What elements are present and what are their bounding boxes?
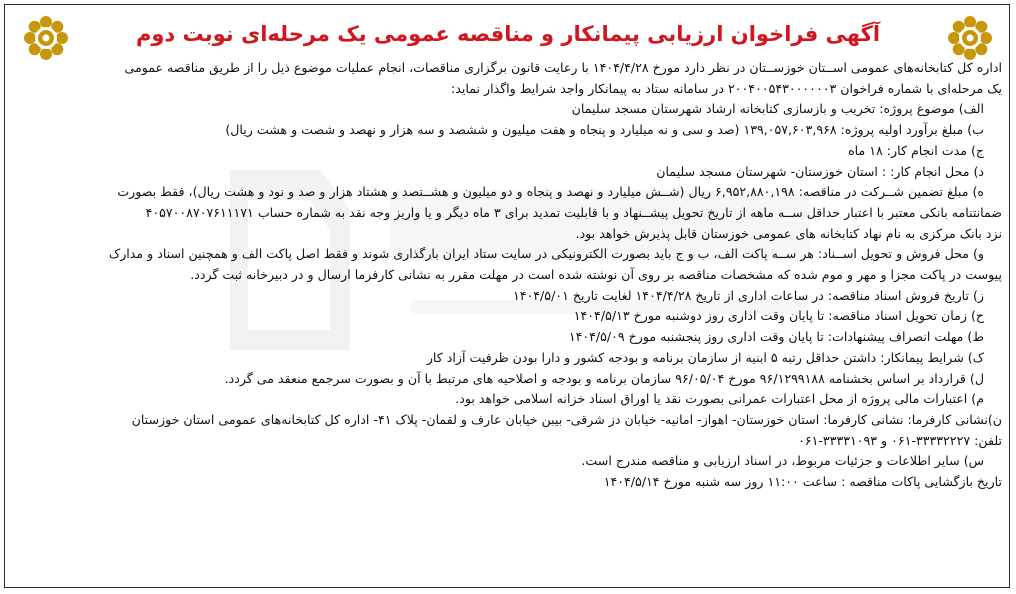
flower-ornament-icon	[22, 14, 70, 62]
item-guarantee-line: نزد بانک مرکزی به نام نهاد کتابخانه های عمومی خوزستان قابل پذیرش خواهد بود.	[575, 225, 1002, 241]
item-documents-line: پیوست در پاکت مجزا و مهر و موم شده که مشخصات مناقصه بر روی آن نوشته شده است در مهلت مقرر به نشانی کارفرما ارسال و در دبیرخانه ثبت گردد.	[190, 267, 1002, 283]
notice-body	[14, 58, 1002, 588]
item-guarantee-amount: ه) مبلغ تضمین شــرکت در مناقصه: ۶,۹۵۲,۸۸۰,۱۹۸ ریال (شــش میلیارد و نهصد و پنجاه و دو میلیون و هشــتصد و هشتاد هزار و صد و نود و هشت ریال)، فقط بصورت	[117, 184, 984, 200]
notice-title: آگهی فراخوان ارزیابی پیمانکار و مناقصه عمومی یک مرحله‌ای نوبت دوم	[135, 22, 881, 46]
item-phone: تلفن: ۳۳۳۳۲۲۲۷-۰۶۱ و ۳۳۳۳۱۰۹۳-۰۶۱	[798, 432, 1002, 448]
item-initial-estimate: ب) مبلغ برآورد اولیه پروژه: ۱۳۹,۰۵۷,۶۰۳,۹۶۸ (صد و سی و نه میلیارد و پنجاه و هفت میلیون و ششصد و سه هزار و نهصد و شصت و هشت ریال)	[225, 122, 984, 138]
item-funding: م) اعتبارات مالی پروژه از محل اعتبارات عمرانی بصورت نقد یا اوراق اسناد خزانه اسلامی خواهد بود.	[455, 391, 984, 407]
item-contractor-conditions: ک) شرایط پیمانکار: داشتن حداقل رتبه ۵ ابنیه از سازمان برنامه و بودجه کشور و دارا بودن ظرفیت آزاد کار	[426, 349, 984, 365]
item-withdrawal-deadline: ط) مهلت انصراف پیشنهادات: تا پایان وقت اداری روز پنجشنبه مورخ ۱۴۰۴/۵/۰۹	[568, 329, 984, 345]
item-other-info: س) سایر اطلاعات و جزئیات مربوط، در اسناد ارزیابی و مناقصه مندرج است.	[581, 453, 984, 469]
item-sale-date: ز) تاریخ فروش اسناد مناقصه: در ساعات اداری از تاریخ ۱۴۰۴/۴/۲۸ لغایت تاریخ ۱۴۰۴/۵/۰۱	[513, 287, 984, 303]
intro-line: اداره کل کتابخانه‌های عمومی اســتان خوزســتان در نظر دارد مورخ ۱۴۰۴/۴/۲۸ با رعایت قانون برگزاری مناقصات، انجام عملیات موضوع ذیل را از طریق مناقصه عمومی	[124, 60, 1002, 75]
item-contract-basis: ل) قرارداد بر اساس بخشنامه ۹۶/۱۲۹۹۱۸۸ مورخ ۹۶/۰۵/۰۴ سازمان برنامه و بودجه و اصلاحیه های مرتبط با آن و بصورت سرجمع منعقد می گردد.	[224, 370, 984, 386]
item-guarantee-line: ضمانتنامه بانکی معتبر با اعتبار حداقل ســه ماهه از تاریخ تحویل پیشــنهاد و با قابلیت تمدید برای ۳ ماه دیگر و یا واریز وجه نقد به شماره حساب ۴۰۵۷۰۰۸۷۰۷۶۱۱۱۷۱	[145, 204, 1002, 220]
item-work-location: د) محل انجام کار: : استان خوزستان- شهرستان مسجد سلیمان	[656, 163, 984, 179]
item-documents-delivery: و) محل فروش و تحویل اســناد: هر ســه پاکت الف، ب و ج باید بصورت الکترونیکی در سایت ستاد ایران بارگذاری شوند و فقط اصل پاکت الف و همچنین اسناد و مدارک	[108, 246, 984, 262]
flower-ornament-icon	[946, 14, 994, 62]
intro-line: یک مرحله‌ای با شماره فراخوان ۲۰۰۴۰۰۵۴۳۰۰۰۰۰۰۳ در سامانه ستاد به پیمانکار واجد شرایط واگذار نماید:	[451, 80, 1002, 96]
opening-date: تاریخ بازگشایی پاکات مناقصه : ساعت ۱۱:۰۰ روز سه شنبه مورخ ۱۴۰۴/۵/۱۴	[603, 474, 1002, 490]
item-employer-address: ن)نشانی کارفرما: نشانی کارفرما: استان خوزستان- اهواز- امانیه- خیابان دز شرقی- بیبن خیابان عارف و لقمان- پلاک ۴۱- اداره کل کتابخانه‌های عمومی استان خوزستان	[131, 411, 1002, 427]
item-project-subject: الف) موضوع پروژه: تخریب و بازسازی کتابخانه ارشاد شهرستان مسجد سلیمان	[571, 101, 984, 117]
item-submission-date: ح) زمان تحویل اسناد مناقصه: تا پایان وقت اداری روز دوشنبه مورخ ۱۴۰۴/۵/۱۳	[573, 308, 984, 324]
item-duration: ج) مدت انجام کار: ۱۸ ماه	[848, 142, 984, 158]
